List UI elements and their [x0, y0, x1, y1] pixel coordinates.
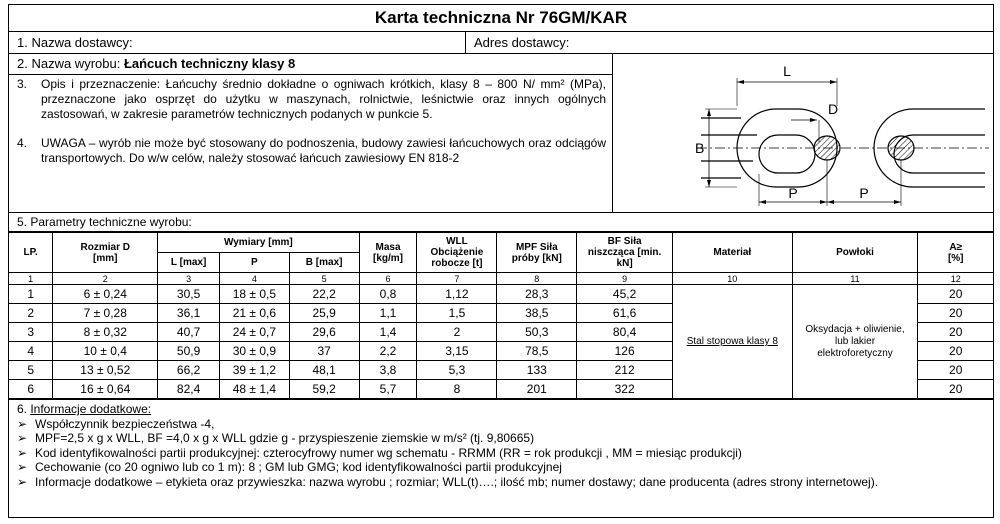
product-text	[9, 54, 613, 212]
cell-mass: 5,7	[359, 380, 417, 399]
cell-wll: 1,12	[417, 285, 497, 304]
cell-wll: 8	[417, 380, 497, 399]
paragraph-number: 3.	[17, 77, 28, 91]
chain-diagram	[613, 54, 993, 212]
paragraph-number: 4.	[17, 136, 28, 150]
cell-size: 10 ± 0,4	[53, 342, 158, 361]
dim-B-label: B	[695, 140, 705, 156]
header-coating: Powłoki	[792, 233, 918, 273]
table-row	[9, 285, 993, 304]
dim-P-label: P	[859, 185, 869, 201]
cell-L: 36,1	[158, 304, 220, 323]
column-index: 7	[417, 273, 497, 285]
cell-L: 66,2	[158, 361, 220, 380]
page-title: Karta techniczna Nr 76GM/KAR	[9, 5, 993, 32]
cell-mass: 0,8	[359, 285, 417, 304]
cell-P: 30 ± 0,9	[220, 342, 290, 361]
supplier-row	[9, 32, 993, 54]
header-mpf: MPF Siła próby [kN]	[497, 233, 577, 273]
cell-wll: 2	[417, 323, 497, 342]
cell-elongation: 20	[918, 342, 993, 361]
column-index: 12	[918, 273, 993, 285]
cell-B: 59,2	[289, 380, 359, 399]
column-index: 10	[673, 273, 793, 285]
cell-lp: 5	[9, 361, 53, 380]
cell-size: 8 ± 0,32	[53, 323, 158, 342]
column-index: 1	[9, 273, 53, 285]
cell-B: 37	[289, 342, 359, 361]
info-text: Kod identyfikowalności partii produkcyjnej: czterocyfrowy numer wg schematu - RRMM (RR = rok produkcji , MM = miesiąc produkcji)	[35, 445, 742, 460]
bullet-icon: ➢	[17, 416, 28, 431]
cell-B: 22,2	[289, 285, 359, 304]
cell-mass: 2,2	[359, 342, 417, 361]
supplier-address-label: Adres dostawcy:	[474, 35, 570, 50]
cell-mpf: 50,3	[497, 323, 577, 342]
cell-wll: 1,5	[417, 304, 497, 323]
cell-elongation: 20	[918, 361, 993, 380]
cell-lp: 2	[9, 304, 53, 323]
column-index: 3	[158, 273, 220, 285]
chain-link-inner	[759, 135, 815, 173]
bullet-icon: ➢	[17, 460, 28, 474]
header-material: Materiał	[673, 233, 793, 273]
column-index: 5	[289, 273, 359, 285]
cell-wll: 3,15	[417, 342, 497, 361]
section-5-title: 5. Parametry techniczne wyrobu:	[9, 213, 993, 232]
cell-P: 39 ± 1,2	[220, 361, 290, 380]
dim-P-label: P	[788, 185, 798, 201]
cell-size: 6 ± 0,24	[53, 285, 158, 304]
cell-P: 18 ± 0,5	[220, 285, 290, 304]
cell-L: 82,4	[158, 380, 220, 399]
header-size: Rozmiar D [mm]	[53, 233, 158, 273]
info-item	[17, 417, 985, 432]
warning-text: UWAGA – wyrób nie może być stosowany do podnoszenia, budowy zawiesi łańcuchowych oraz odciągów transportowych. Do w/w celów, należy stosować łańcuch zawiesiowy EN 818-2	[41, 136, 606, 165]
cell-mpf: 201	[497, 380, 577, 399]
cell-coating: Oksydacja + oliwienie, lub lakier elektroforetyczny	[792, 285, 918, 399]
cell-mass: 1,4	[359, 323, 417, 342]
header-mass: Masa [kg/m]	[359, 233, 417, 273]
cell-lp: 3	[9, 323, 53, 342]
cell-B: 29,6	[289, 323, 359, 342]
warning-paragraph	[9, 134, 612, 166]
cell-elongation: 20	[918, 304, 993, 323]
cell-B: 48,1	[289, 361, 359, 380]
product-label: 2. Nazwa wyrobu:	[17, 56, 124, 71]
info-item	[17, 475, 985, 490]
info-item	[17, 446, 985, 461]
cell-P: 48 ± 1,4	[220, 380, 290, 399]
cell-lp: 6	[9, 380, 53, 399]
cell-mpf: 28,3	[497, 285, 577, 304]
header-lp: LP.	[9, 233, 53, 273]
header-B: B [max]	[289, 253, 359, 273]
cell-size: 16 ± 0,64	[53, 380, 158, 399]
header-P: P	[220, 253, 290, 273]
column-index: 8	[497, 273, 577, 285]
cell-mass: 3,8	[359, 361, 417, 380]
dim-D-label: D	[828, 101, 839, 117]
cell-material: Stal stopowa klasy 8	[673, 285, 793, 399]
cell-wll: 5,3	[417, 361, 497, 380]
info-text: Informacje dodatkowe – etykieta oraz przywieszka: nazwa wyrobu ; rozmiar; WLL(t)….; ilość mb; numer dostawy; dane producenta (adres strony internetowej).	[35, 474, 879, 489]
cell-bf: 126	[577, 342, 673, 361]
info-text: Współczynnik bezpieczeństwa -4,	[35, 416, 215, 431]
cell-L: 50,9	[158, 342, 220, 361]
section-6-heading	[17, 402, 985, 417]
section-6	[9, 400, 993, 491]
cell-bf: 80,4	[577, 323, 673, 342]
header-bf: BF Siła niszcząca [min. kN]	[577, 233, 673, 273]
column-index: 2	[53, 273, 158, 285]
bullet-icon: ➢	[17, 474, 28, 489]
supplier-name-label: 1. Nazwa dostawcy:	[9, 32, 466, 53]
parameters-table-wrap	[9, 232, 993, 400]
column-index: 4	[220, 273, 290, 285]
chain-link-drawing	[613, 54, 993, 212]
cell-mass: 1,1	[359, 304, 417, 323]
bullet-icon: ➢	[17, 445, 28, 460]
column-index-row	[9, 273, 993, 285]
cell-bf: 322	[577, 380, 673, 399]
dim-L-label: L	[783, 63, 791, 79]
header-dimensions: Wymiary [mm]	[158, 233, 359, 253]
section-6-number: 6.	[17, 402, 31, 416]
section-6-title: Informacje dodatkowe:	[30, 402, 152, 416]
product-name: Łańcuch techniczny klasy 8	[123, 56, 296, 71]
cell-bf: 45,2	[577, 285, 673, 304]
cell-size: 13 ± 0,52	[53, 361, 158, 380]
cell-L: 40,7	[158, 323, 220, 342]
cell-mpf: 133	[497, 361, 577, 380]
cell-bf: 212	[577, 361, 673, 380]
header-wll: WLL Obciążenie robocze [t]	[417, 233, 497, 273]
cell-lp: 1	[9, 285, 53, 304]
info-item	[17, 460, 985, 475]
cell-P: 21 ± 0,6	[220, 304, 290, 323]
column-index: 9	[577, 273, 673, 285]
technical-sheet	[8, 4, 994, 518]
product-name-row	[9, 54, 612, 75]
cell-P: 24 ± 0,7	[220, 323, 290, 342]
column-index: 11	[792, 273, 918, 285]
header-elongation: A≥ [%]	[918, 233, 993, 273]
cell-elongation: 20	[918, 285, 993, 304]
cell-elongation: 20	[918, 380, 993, 399]
cell-bf: 61,6	[577, 304, 673, 323]
column-index: 6	[359, 273, 417, 285]
cell-lp: 4	[9, 342, 53, 361]
cell-mpf: 78,5	[497, 342, 577, 361]
cell-size: 7 ± 0,28	[53, 304, 158, 323]
info-text: Cechowanie (co 20 ogniwo lub co 1 m): 8 ; GM lub GMG; kod identyfikowalności partii produkcyjnej	[35, 460, 562, 474]
cell-B: 25,9	[289, 304, 359, 323]
info-item	[17, 431, 985, 446]
description-paragraph	[9, 75, 612, 122]
bullet-icon: ➢	[17, 431, 28, 445]
parameters-table	[9, 232, 993, 399]
cell-L: 30,5	[158, 285, 220, 304]
description-text: Opis i przeznaczenie: Łańcuchy średnio dokładne o ogniwach krótkich, klasy 8 – 800 N/ mm² (MPa), przeznaczone jako osprzęt do użytku w maszynach, rolnictwie, leśnictwie oraz innych ogólnych zastosowań, w zakresie parametrów technicznych podanych w punkcie 5.	[41, 77, 606, 121]
info-text: MPF=2,5 x g x WLL, BF =4,0 x g x WLL gdzie g - przyspieszenie ziemskie w m/s² (tj. 9,80665)	[35, 431, 535, 445]
cell-elongation: 20	[918, 323, 993, 342]
cell-mpf: 38,5	[497, 304, 577, 323]
header-L: L [max]	[158, 253, 220, 273]
product-block	[9, 54, 993, 213]
